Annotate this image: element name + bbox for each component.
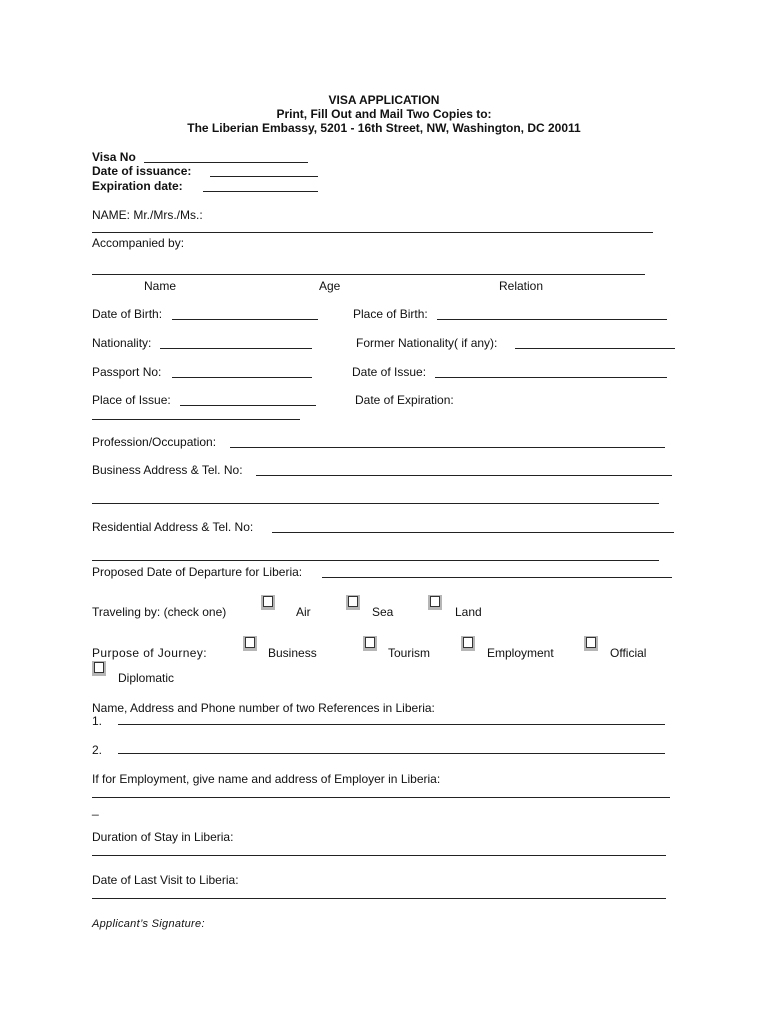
date-of-issuance-field[interactable] [210, 176, 318, 177]
date-of-issue-field[interactable] [435, 377, 667, 378]
sea-option-label: Sea [372, 605, 394, 619]
nationality-field[interactable] [160, 348, 312, 349]
reference-1-number: 1. [92, 714, 103, 728]
date-of-birth-field[interactable] [172, 319, 318, 320]
place-of-birth-field[interactable] [437, 319, 667, 320]
employment-label: If for Employment, give name and address of Employer in Liberia: [92, 772, 441, 786]
traveling-by-label: Traveling by: (check one) [92, 605, 227, 619]
duration-field[interactable] [92, 855, 666, 856]
name-label: NAME: Mr./Mrs./Ms.: [92, 208, 203, 222]
residential-address-label: Residential Address & Tel. No: [92, 520, 254, 534]
land-option-label: Land [455, 605, 482, 619]
accompanied-field[interactable] [92, 274, 645, 275]
profession-label: Profession/Occupation: [92, 435, 217, 449]
accompanied-relation-column: Relation [499, 279, 544, 293]
expiration-date-label: Expiration date: [92, 179, 183, 193]
air-option-label: Air [296, 605, 311, 619]
departure-date-label: Proposed Date of Departure for Liberia: [92, 565, 303, 579]
accompanied-label: Accompanied by: [92, 236, 185, 250]
date-of-expiration-field[interactable] [92, 419, 300, 420]
employment-checkbox[interactable] [461, 636, 475, 651]
business-checkbox[interactable] [243, 636, 257, 651]
nationality-label: Nationality: [92, 336, 152, 350]
diplomatic-checkbox[interactable] [92, 661, 106, 676]
references-label: Name, Address and Phone number of two References in Liberia: [92, 701, 435, 715]
last-visit-label: Date of Last Visit to Liberia: [92, 873, 239, 887]
accompanied-age-column: Age [319, 279, 341, 293]
visa-no-label: Visa No [92, 150, 136, 164]
reference-2-field[interactable] [118, 753, 665, 754]
passport-no-field[interactable] [172, 377, 312, 378]
business-address-field-line2[interactable] [92, 503, 659, 504]
business-address-label: Business Address & Tel. No: [92, 463, 243, 477]
business-address-field[interactable] [256, 475, 672, 476]
name-field[interactable] [92, 232, 653, 233]
land-checkbox[interactable] [428, 595, 442, 610]
reference-2-number: 2. [92, 743, 103, 757]
employment-field[interactable] [92, 797, 670, 798]
former-nationality-label: Former Nationality( if any): [356, 336, 498, 350]
official-checkbox[interactable] [584, 636, 598, 651]
departure-date-field[interactable] [322, 577, 672, 578]
applicant-signature-label: Applicant’s Signature: [92, 918, 205, 930]
official-option-label: Official [610, 646, 647, 660]
residential-address-field-line2[interactable] [92, 560, 659, 561]
sea-checkbox[interactable] [346, 595, 360, 610]
date-of-birth-label: Date of Birth: [92, 307, 163, 321]
expiration-date-field[interactable] [203, 191, 318, 192]
date-of-issuance-label: Date of issuance: [92, 164, 192, 178]
duration-label: Duration of Stay in Liberia: [92, 830, 234, 844]
date-of-issue-label: Date of Issue: [352, 365, 427, 379]
visa-no-field[interactable] [144, 162, 308, 163]
air-checkbox[interactable] [261, 595, 275, 610]
reference-1-field[interactable] [118, 724, 665, 725]
embassy-address: The Liberian Embassy, 5201 - 16th Street, NW, Washington, DC 20011 [187, 121, 581, 135]
employment-option-label: Employment [487, 646, 554, 660]
employment-field-overflow: _ [92, 802, 99, 816]
tourism-checkbox[interactable] [363, 636, 377, 651]
residential-address-field[interactable] [272, 532, 674, 533]
place-of-issue-field[interactable] [180, 405, 316, 406]
passport-no-label: Passport No: [92, 365, 162, 379]
date-of-expiration-label: Date of Expiration: [355, 393, 454, 407]
accompanied-name-column: Name [144, 279, 177, 293]
former-nationality-field[interactable] [515, 348, 675, 349]
diplomatic-option-label: Diplomatic [118, 671, 175, 685]
purpose-label: Purpose of Journey: [92, 646, 207, 660]
place-of-birth-label: Place of Birth: [353, 307, 428, 321]
business-option-label: Business [268, 646, 317, 660]
last-visit-field[interactable] [92, 898, 666, 899]
profession-field[interactable] [230, 447, 665, 448]
tourism-option-label: Tourism [388, 646, 431, 660]
form-title: VISA APPLICATION [328, 93, 440, 107]
form-subtitle: Print, Fill Out and Mail Two Copies to: [276, 107, 492, 121]
place-of-issue-label: Place of Issue: [92, 393, 171, 407]
